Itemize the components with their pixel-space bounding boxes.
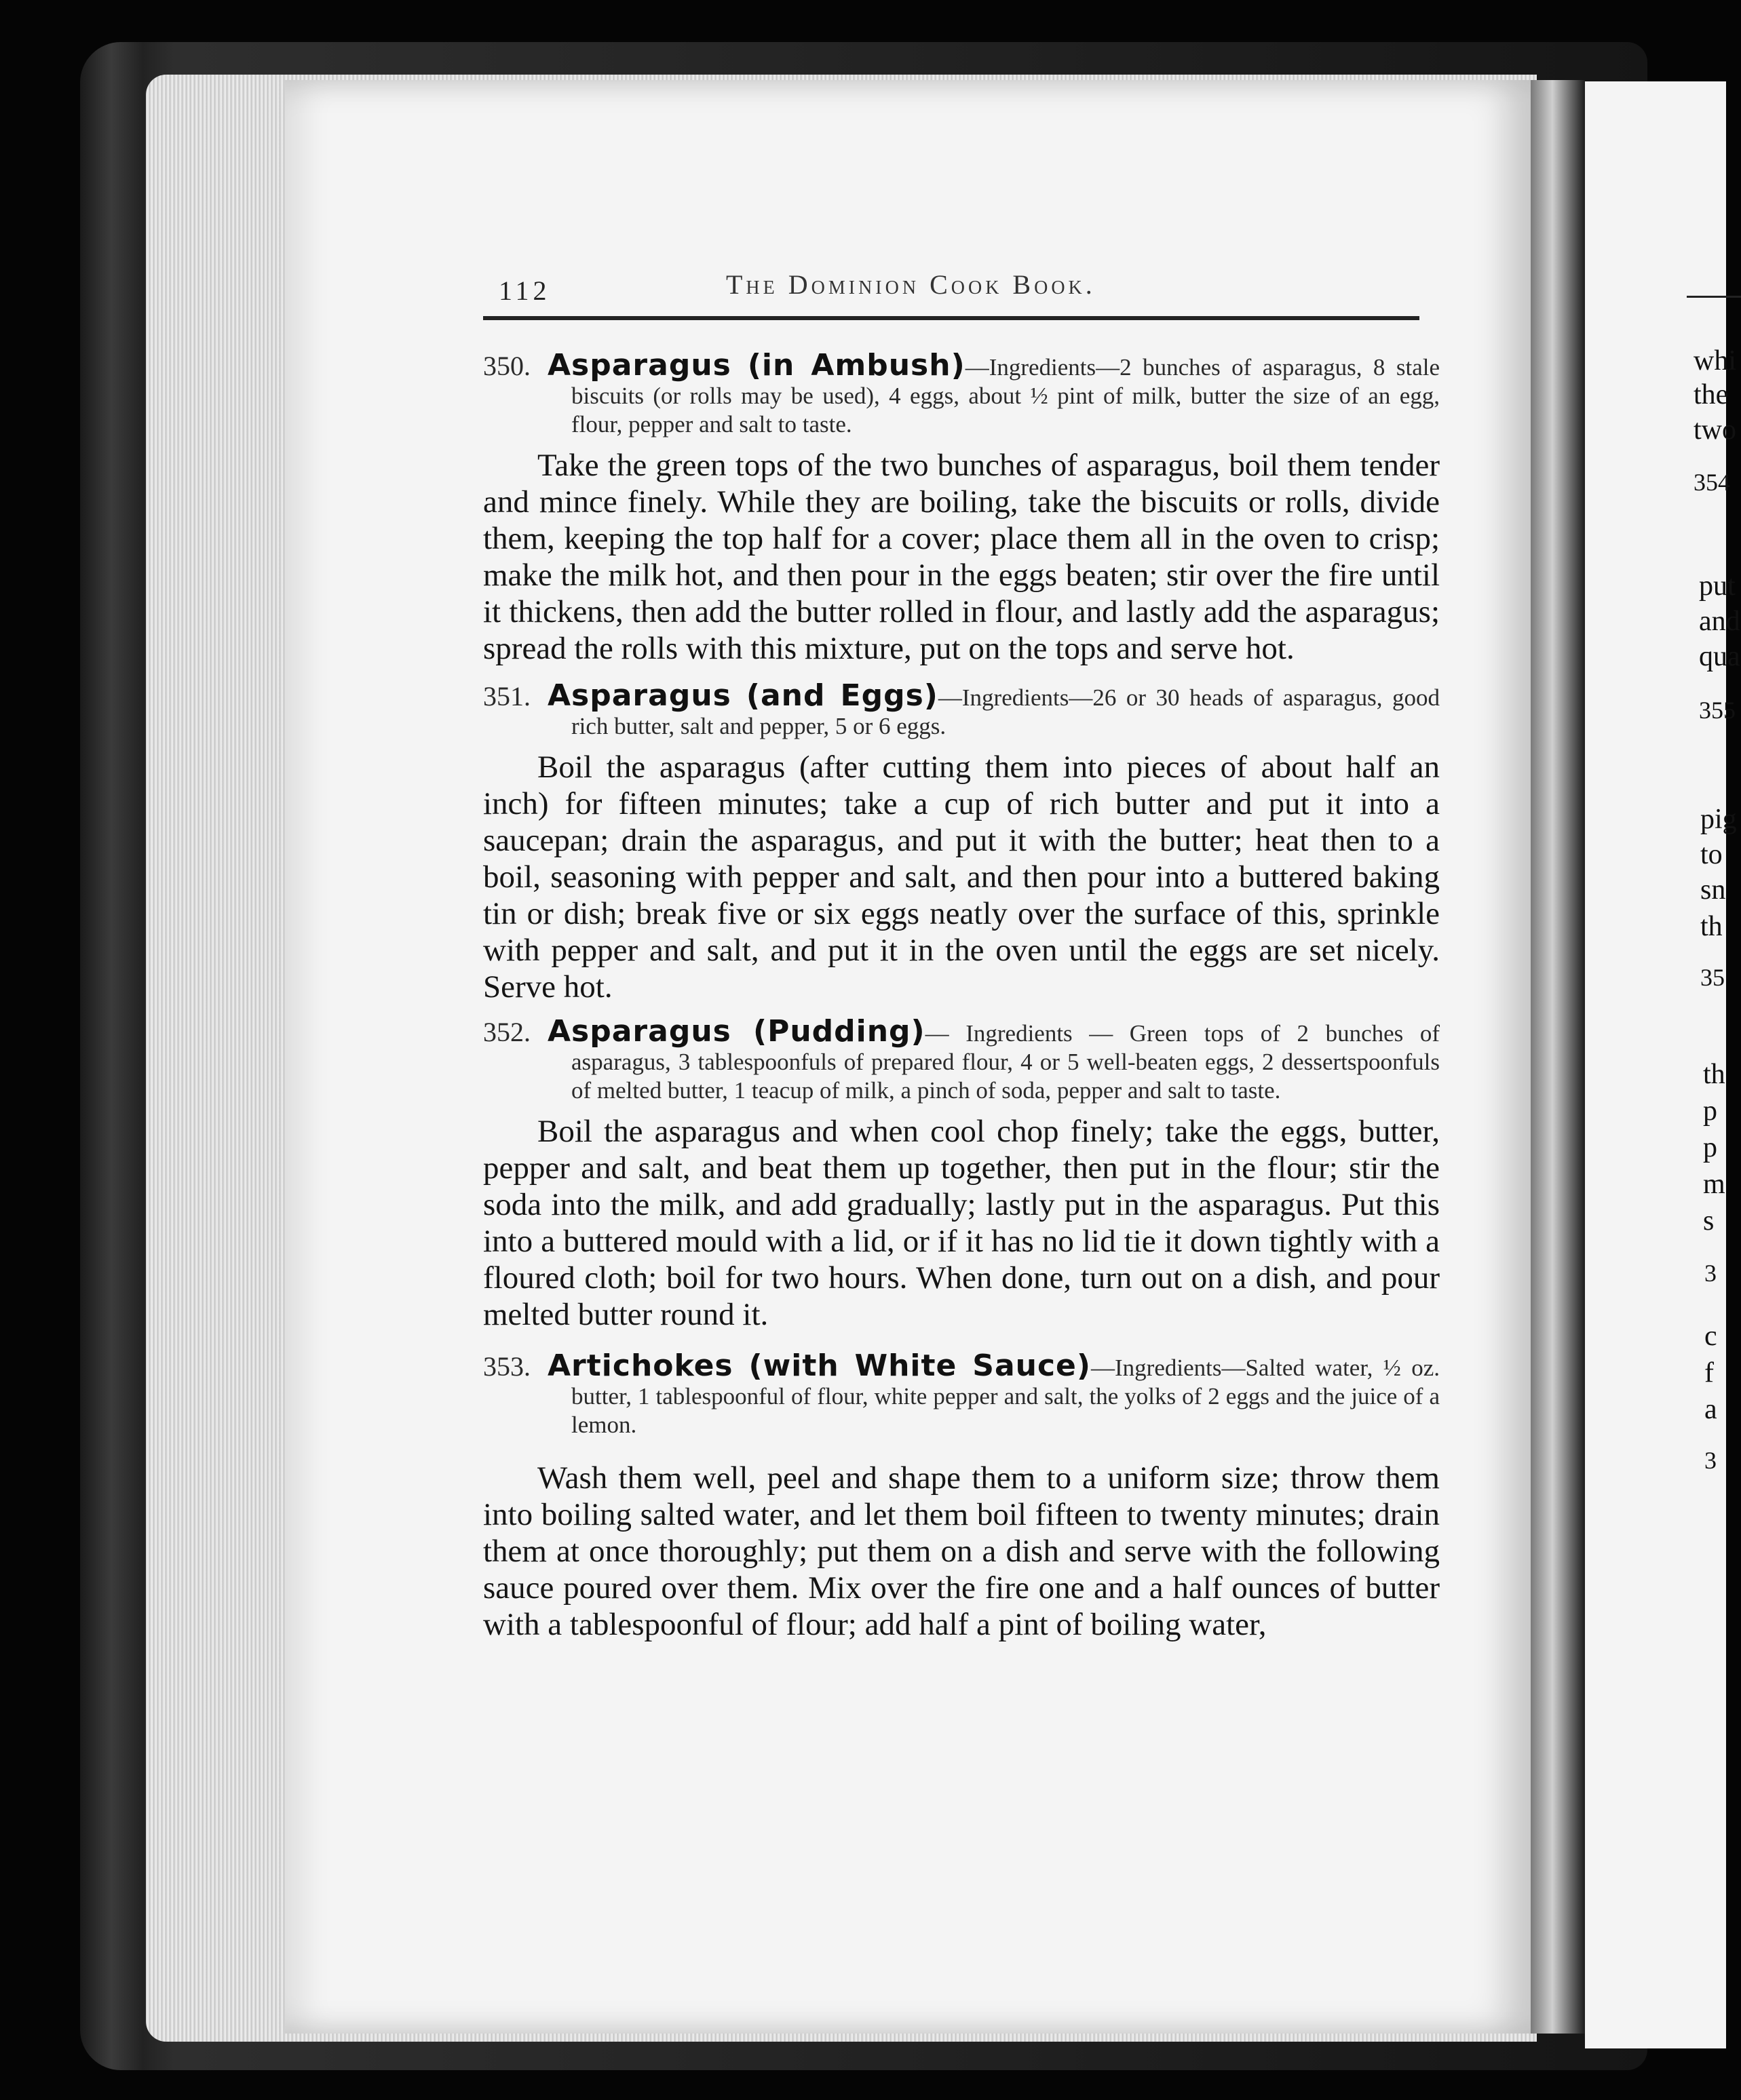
facing-page-fragment: th bbox=[1703, 1059, 1725, 1090]
facing-page-rule bbox=[1687, 296, 1741, 298]
facing-page-fragment: put bbox=[1699, 570, 1736, 602]
recipe-heading bbox=[483, 1348, 1440, 1439]
recipe-heading bbox=[483, 1014, 1440, 1105]
recipe-title: Asparagus (in Ambush) bbox=[548, 348, 965, 383]
facing-page-fragment: pig bbox=[1700, 804, 1737, 835]
facing-page-fragment: f bbox=[1704, 1357, 1714, 1388]
recipe-method: Take the green tops of the two bunches of asparagus, boil them tender and mince finely. While they are boiling, take the biscuits or rolls, divide them, keeping the top half for a cover; place them all in the oven to crisp; make the milk hot, and then pour in the eggs beaten; stir over the fire until it thickens, then add the butter rolled in flour, and lastly add the asparagus; spread the rolls with this mixture, put on the tops and serve hot. bbox=[483, 448, 1440, 666]
page-content bbox=[483, 346, 1440, 1643]
recipe-ingredients: —Ingredients—2 bunches of asparagus, 8 stale biscuits (or rolls may be used), 4 eggs, about ½ pint of milk, butter the size of an egg, flour, pepper and salt to taste. bbox=[571, 354, 1440, 438]
facing-page-fragment: 355 bbox=[1699, 697, 1736, 724]
running-title: The Dominion Cook Book. bbox=[726, 269, 1096, 300]
recipe-title: Asparagus (Pudding) bbox=[548, 1014, 925, 1049]
recipe-number: 351. bbox=[483, 681, 531, 712]
facing-page-fragment: qua bbox=[1699, 641, 1740, 672]
recipe-title: Artichokes (with White Sauce) bbox=[548, 1348, 1092, 1383]
recipe-ingredients: — Ingredients — Green tops of 2 bunches of asparagus, 3 tablespoonfuls of prepared flour, 4 or 5 well-beaten eggs, 2 dessertspoonfuls of melted butter, 1 teacup of milk, a pinch of soda, pepper and salt to taste. bbox=[571, 1020, 1440, 1104]
recipe-number: 350. bbox=[483, 351, 531, 381]
facing-page-fragment: m bbox=[1703, 1169, 1725, 1200]
facing-page-fragment: a bbox=[1704, 1394, 1717, 1425]
recipe-ingredients: —Ingredients—26 or 30 heads of asparagus, good rich butter, salt and pepper, 5 or 6 eggs. bbox=[571, 684, 1440, 739]
facing-page-fragment: 35 bbox=[1700, 964, 1725, 991]
facing-page-fragment: c bbox=[1704, 1321, 1717, 1352]
header-rule bbox=[483, 316, 1419, 320]
facing-page bbox=[1585, 81, 1740, 2048]
recipe-heading bbox=[483, 348, 1440, 439]
facing-page-fragment: 3 bbox=[1704, 1447, 1717, 1474]
facing-page-fragment: two bbox=[1694, 414, 1736, 446]
facing-page-fragment: p bbox=[1703, 1095, 1717, 1127]
facing-page-fragment: and bbox=[1699, 606, 1740, 637]
recipe-method: Boil the asparagus (after cutting them into pieces of about half an inch) for fifteen minutes; take a cup of rich butter and put it into a saucepan; drain the asparagus, and put it with the butter; heat then to a boil, seasoning with pepper and salt, and then pour into a buttered baking tin or dish; break five or six eggs neatly over the surface of this, sprinkle with pepper and salt, and put it in the oven until the eggs are set nicely. Serve hot. bbox=[483, 750, 1440, 1005]
page-number: 112 bbox=[499, 275, 551, 306]
facing-page-fragment: to bbox=[1700, 839, 1723, 870]
book-gutter bbox=[1531, 80, 1585, 2034]
facing-page-fragment: p bbox=[1703, 1132, 1717, 1163]
recipe-heading bbox=[483, 678, 1440, 741]
facing-page-fragment: whi bbox=[1694, 345, 1736, 376]
recipe-ingredients: —Ingredients—Salted water, ½ oz. butter, 1 tablespoonful of flour, white pepper and salt, the yolks of 2 eggs and the juice of a lemon. bbox=[571, 1355, 1440, 1438]
recipe-method: Boil the asparagus and when cool chop finely; take the eggs, butter, pepper and salt, and beat them up together, then put in the flour; stir the soda into the milk, and add gradually; lastly put in the asparagus. Put this into a buttered mould with a lid, or if it has no lid tie it down tightly with a floured cloth; boil for two hours. When done, turn out on a dish, and pour melted butter round it. bbox=[483, 1114, 1440, 1332]
facing-page-fragment: sn bbox=[1700, 874, 1726, 906]
recipe-title: Asparagus (and Eggs) bbox=[548, 678, 938, 713]
recipe-number: 353. bbox=[483, 1351, 531, 1382]
facing-page-fragment: s bbox=[1703, 1205, 1715, 1237]
facing-page-fragment: 354 bbox=[1694, 469, 1730, 496]
facing-page-fragment: th bbox=[1700, 911, 1723, 942]
recipe-method: Wash them well, peel and shape them to a uniform size; throw them into boiling salted water, and let them boil fifteen to twenty minutes; drain them at once thoroughly; put them on a dish and serve with the following sauce poured over them. Mix over the fire one and a half ounces of butter with a tablespoonful of flour; add half a pint of boiling water, bbox=[483, 1460, 1440, 1642]
facing-page-fragment: 3 bbox=[1704, 1260, 1717, 1287]
recipe-number: 352. bbox=[483, 1017, 531, 1047]
facing-page-fragment: the bbox=[1694, 379, 1729, 410]
